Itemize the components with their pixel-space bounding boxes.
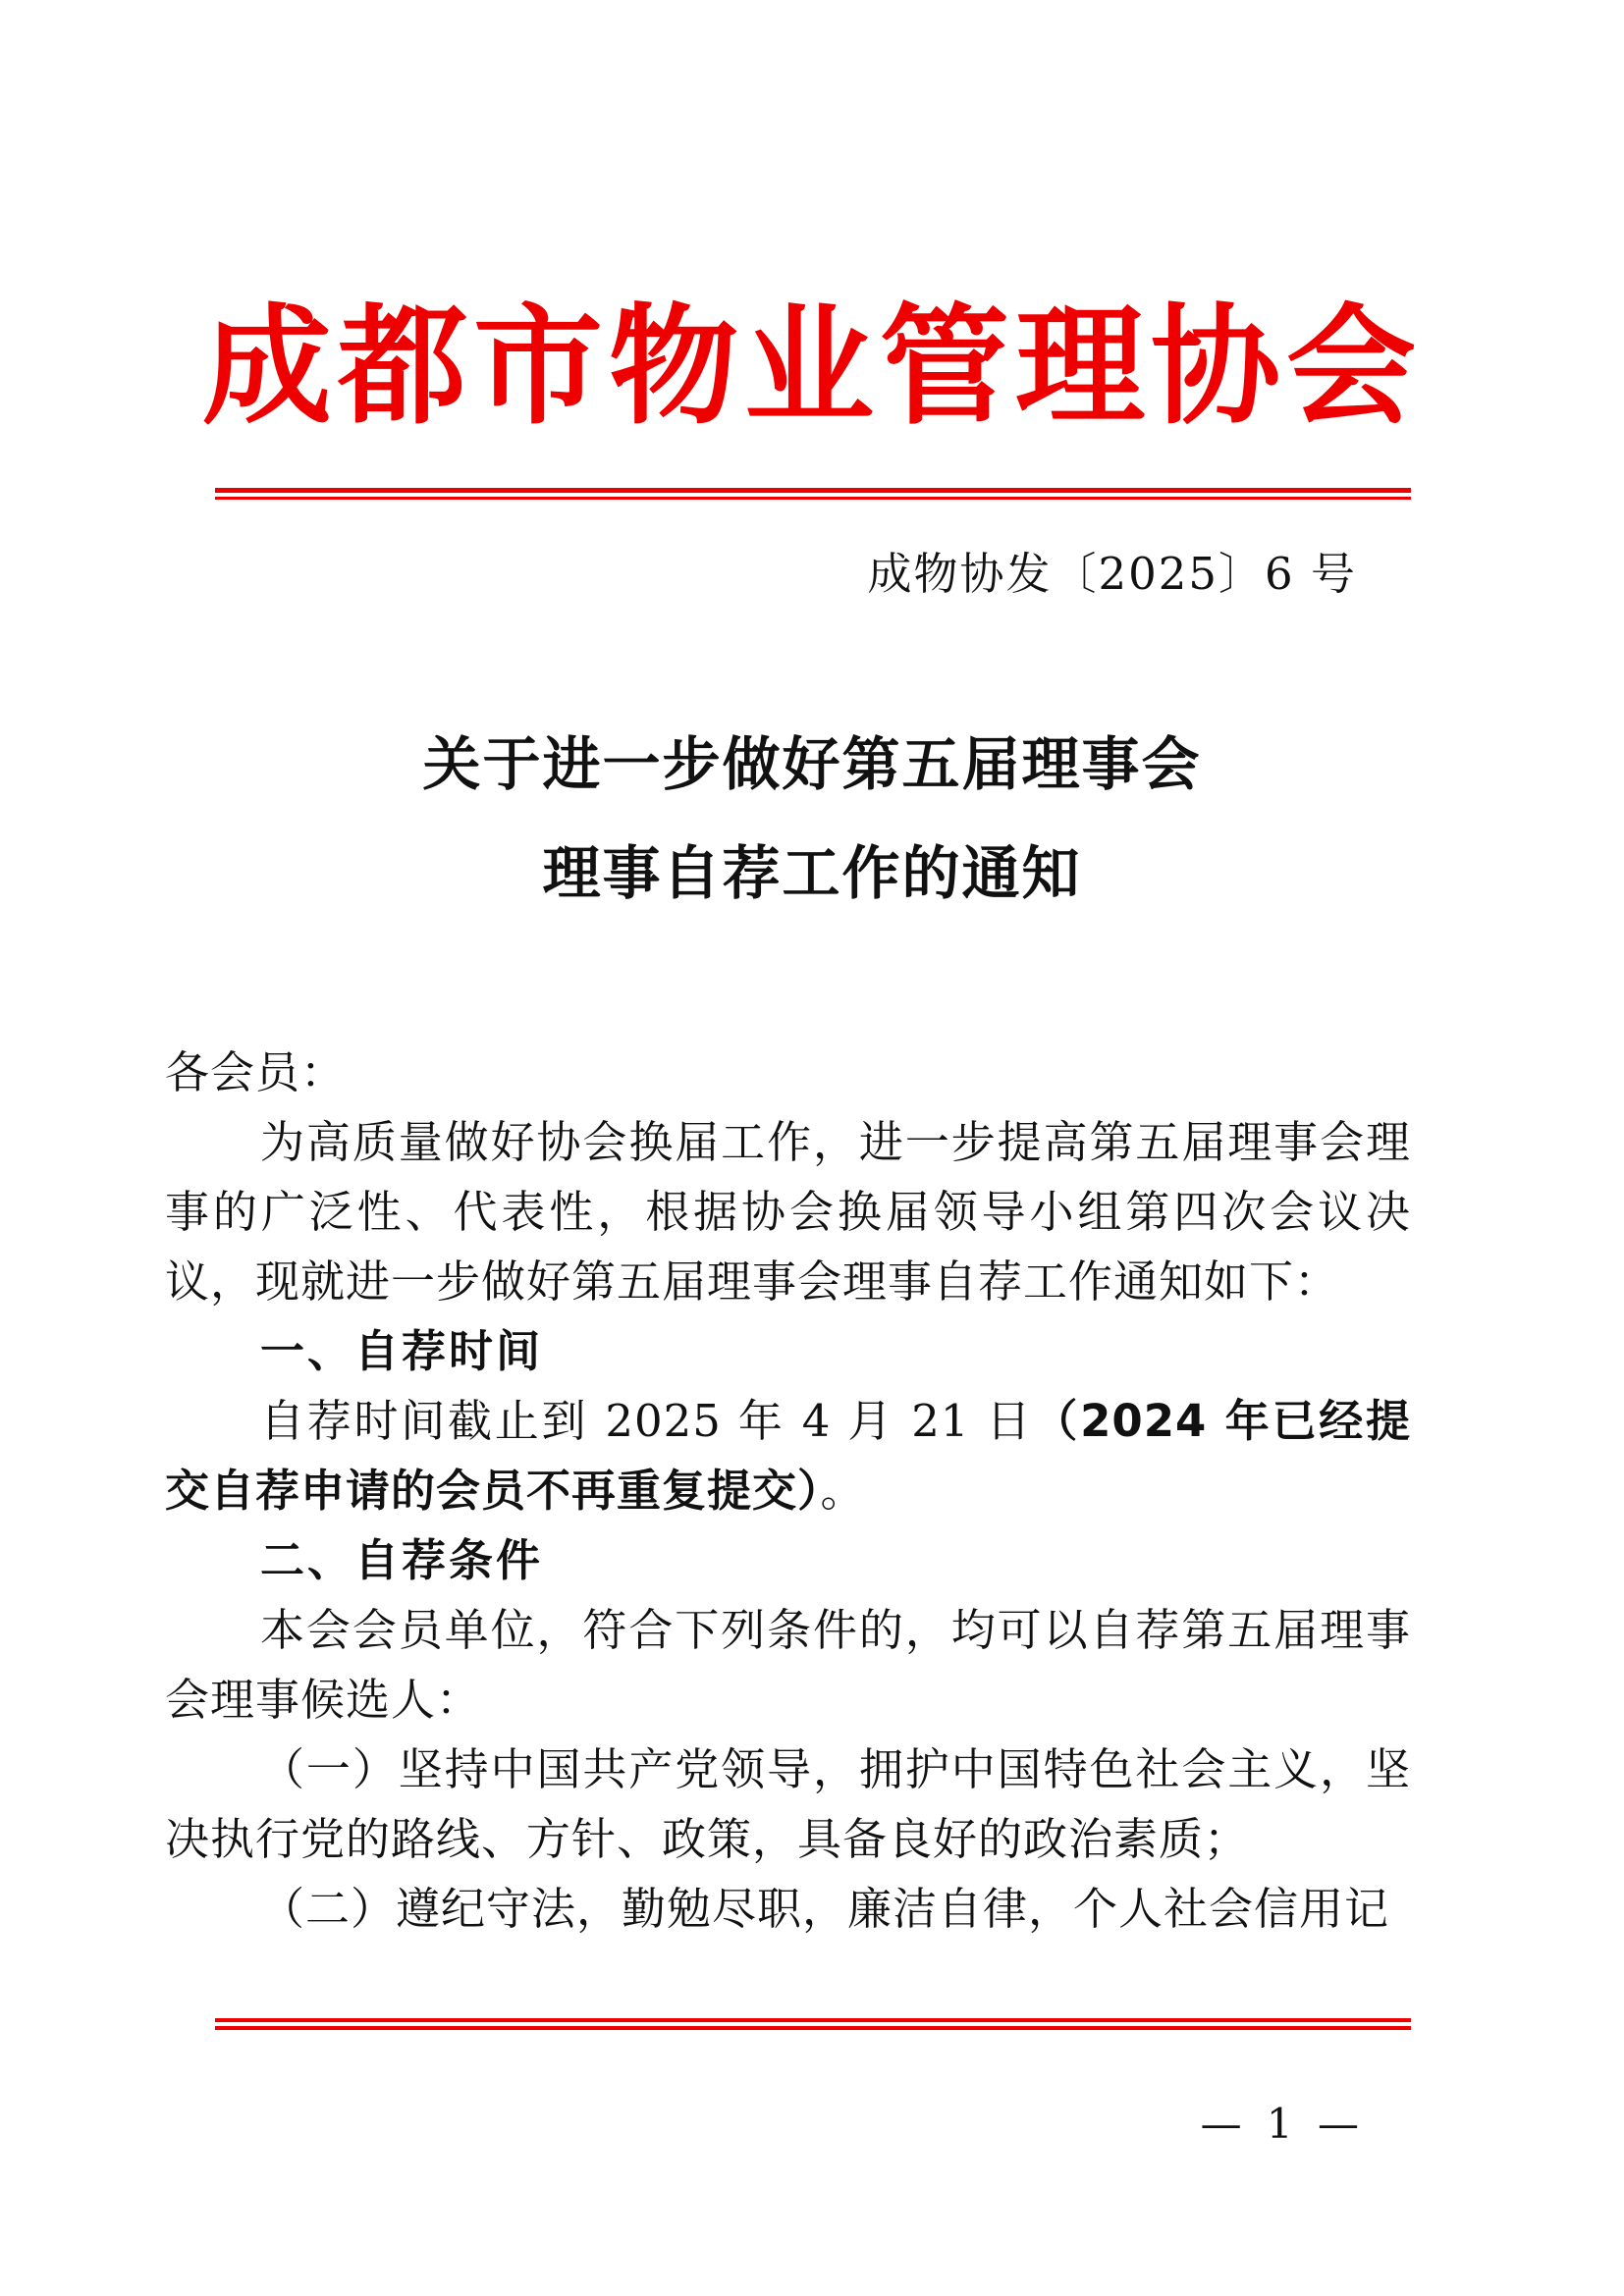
page-number: — 1 —: [1200, 2100, 1365, 2149]
section1-text-normal: 自荐时间截止到 2025 年 4 月 21 日: [260, 1395, 1034, 1448]
intro-paragraph: 为高质量做好协会换届工作，进一步提高第五届理事会理事的广泛性、代表性，根据协会换届领导小组第四次会议决议，现就进一步做好第五届理事会理事自荐工作通知如下：: [165, 1116, 1411, 1308]
section2-intro-paragraph: 本会会员单位，符合下列条件的，均可以自荐第五届理事会理事候选人：: [165, 1604, 1411, 1727]
document-title: [0, 710, 1624, 928]
section1-text-bold: （2024 年已经提交自荐申请的会员不再重复提交）: [165, 1395, 1411, 1518]
section2-heading: 二、自荐条件: [260, 1534, 544, 1587]
document-title-line2: 理事自荐工作的通知: [542, 839, 1082, 908]
document-body: [165, 1038, 1411, 1944]
section1-paragraph: [165, 1386, 1411, 1525]
masthead-double-rule: [215, 488, 1411, 500]
document-title-line1: 关于进一步做好第五届理事会: [422, 730, 1202, 799]
document-number: 成物协发〔2025〕6 号: [867, 548, 1357, 601]
footer-double-rule: [215, 2018, 1411, 2030]
section1-text-tail: 。: [820, 1465, 866, 1518]
section2-item1-paragraph: （一）坚持中国共产党领导，拥护中国特色社会主义，坚决执行党的路线、方针、政策，具备良好的政治素质；: [165, 1743, 1411, 1866]
organization-masthead-title: 成都市物业管理协会: [202, 291, 1422, 443]
salutation: 各会员：: [165, 1046, 347, 1099]
section2-item2-paragraph: （二）遵纪守法，勤勉尽职，廉洁自律，个人社会信用记: [260, 1883, 1390, 1936]
section1-heading: 一、自荐时间: [260, 1325, 544, 1378]
